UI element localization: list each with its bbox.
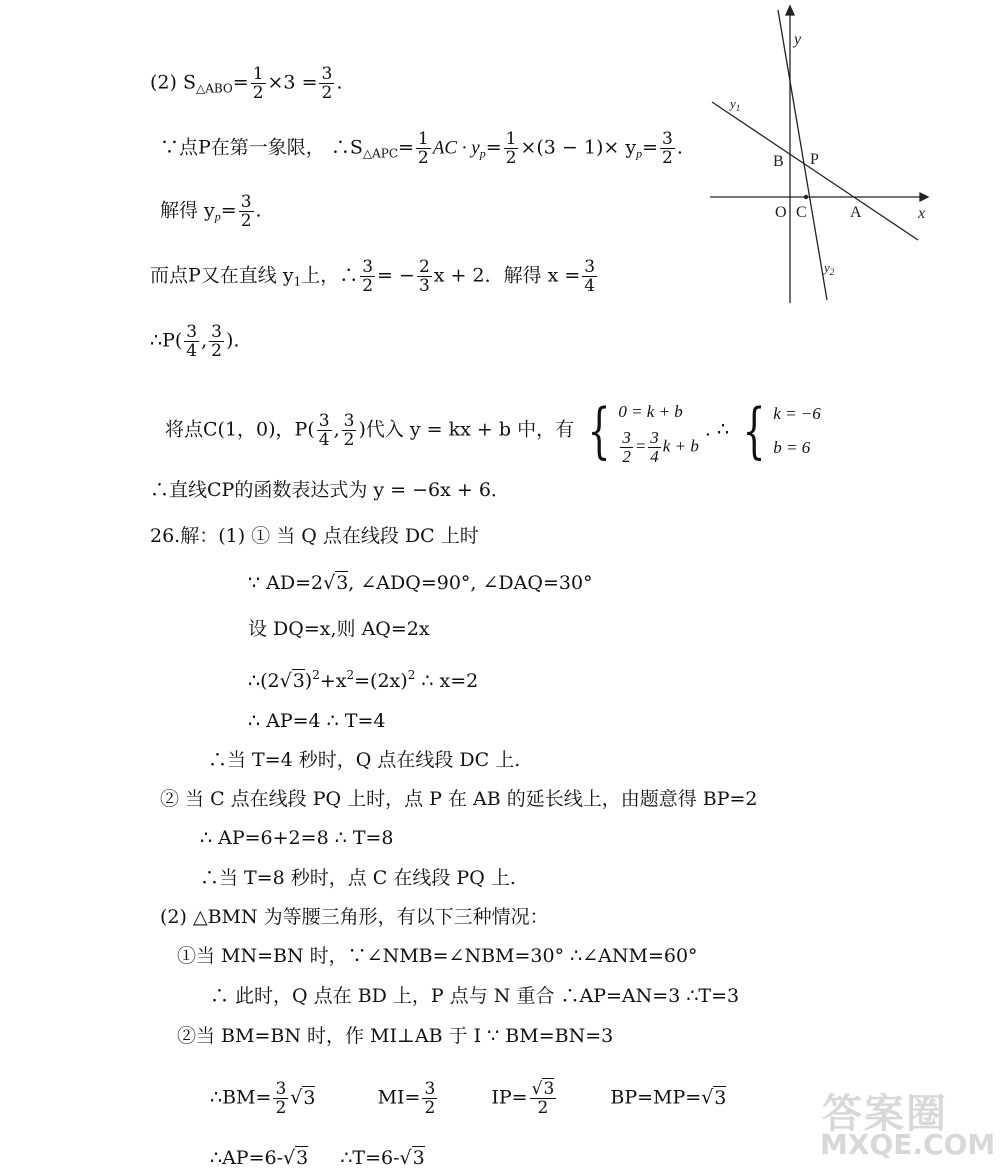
left-brace: { [742,395,766,466]
y1-label: $y_1$ [730,96,741,113]
line-cp: ∴直线CP的函数表达式为 y = −6x + 6． [150,479,510,501]
fraction: $\frac{√3}{2}$ [531,1079,555,1118]
q26-line-8: ∴当 T=8 秒时，点 C 在线段 PQ 上. [200,867,516,889]
coordinate-graph [700,0,940,310]
point-c-label: C [796,204,807,221]
fraction: $\frac{1}{2}$ [417,129,429,168]
q26-part2: (2) △BMN 为等腰三角形，有以下三种情况： [160,906,549,928]
p-on-y1-line: 而点P又在直线 $y_1$上，∴ $\frac{3}{2}$ = − $\frac{2}{3}$ x + 2．解得 x = $\frac{3}{4}$ [150,257,596,296]
substitute-line: 将点C(1，0)，P( $\frac{3}{4}$ , $\frac{3}{2}$ )代入 y = kx + b 中，有 { 0 = k + b $\frac{3}{2}$ = $\frac{3}{4}$ k + b . ∴ { k = −6 b = 6 [165,395,821,466]
q26-line-6: ② 当 C 点在线段 PQ 上时，点 P 在 AB 的延长线上，由题意得 BP=2 [160,788,758,810]
q26-case2: ②当 BM=BN 时，作 MI⊥AB 于 I ∵ BM=BN=3 [177,1025,614,1047]
q26-line-2: 设 DQ=x,则 AQ=2x [248,618,430,640]
fraction: $\frac{3}{2}$ [424,1079,436,1118]
q26-heading: 26.解：(1) ① 当 Q 点在线段 DC 上时 [150,525,479,547]
point-b-label: B [773,153,784,170]
fraction: $\frac{3}{4}$ [650,428,659,466]
area-abo-line: (2) $S_{\triangle ABO}=$ $\frac{1}{2}$ ×3 = $\frac{3}{2}$ . [150,64,343,103]
equation-system-1: 0 = k + b $\frac{3}{2}$ = $\frac{3}{4}$ k + b [618,402,699,466]
q26-case2b: ∴BM= $\frac{3}{2}$ √3 MI= $\frac{3}{2}$ IP= $\frac{√3}{2}$ BP=MP=√3 [210,1079,727,1118]
fraction: $\frac{1}{2}$ [252,64,264,103]
q26-line-1: ∵ AD=2√3, ∠ADQ=90°, ∠DAQ=30° [248,572,593,594]
fraction: $\frac{3}{4}$ [318,411,330,450]
q26-case1: ①当 MN=BN 时，∵∠NMB=∠NBM=30° ∴∠ANM=60° [177,945,698,967]
fraction: $\frac{3}{4}$ [584,257,596,296]
watermark-logo: 答案圈 [822,1091,948,1137]
q26-line-4: ∴ AP=4 ∴ T=4 [248,710,386,732]
solve-yp-line: 解得 $y_p=$ $\frac{3}{2}$ . [160,192,262,231]
point-a-label: A [850,204,862,221]
left-brace: { [587,395,611,466]
y-axis-label: y [794,31,802,48]
point-o-label: O [775,204,787,221]
y-axis-arrow [786,6,794,15]
fraction: $\frac{3}{2}$ [321,64,333,103]
watermark-url: MXQE.COM [820,1128,996,1161]
q26-case2c: ∴AP=6-√3 ∴T=6-√3 [210,1147,425,1169]
q26-case1b: ∴ 此时，Q 点在 BD 上，P 点与 N 重合 ∴AP=AN=3 ∴T=3 [210,985,740,1007]
fraction: $\frac{1}{2}$ [505,129,517,168]
fraction: $\frac{2}{3}$ [418,257,430,296]
fraction: $\frac{3}{2}$ [622,428,631,466]
p-coordinate-line: ∴P( $\frac{3}{4}$ , $\frac{3}{2}$ ). [150,322,240,361]
line-y1 [712,102,918,240]
q26-line-7: ∴ AP=6+2=8 ∴ T=8 [200,827,394,849]
fraction: $\frac{3}{2}$ [240,192,252,231]
equation-system-2: k = −6 b = 6 [773,403,821,457]
x-axis-arrow [920,193,928,201]
fraction: $\frac{3}{2}$ [211,322,222,361]
fraction: $\frac{3}{2}$ [662,129,673,168]
q26-line-5: ∴当 T=4 秒时，Q 点在线段 DC 上. [208,749,521,771]
line-y2 [778,10,827,300]
fraction: $\frac{3}{4}$ [186,322,198,361]
fraction: $\frac{3}{2}$ [343,411,355,450]
fraction: $\frac{3}{2}$ [275,1079,287,1118]
y2-label: $y_2$ [824,260,835,277]
q26-line-3: $\therefore(2√3)^2+x^2=(2x)^2$ ∴ x=2 [248,668,479,692]
fraction: $\frac{3}{2}$ [362,257,374,296]
point-p-label: P [810,151,819,168]
x-axis-label: x [918,205,926,222]
area-apc-line: ∵点P在第一象限， $\therefore S_{\triangle APC}=$ $\frac{1}{2}$ AC · $y_p=$ $\frac{1}{2}$ $\times(3 - 1)\times y_p=$ $\frac{3}{2}$ . [160,129,683,168]
point-c [804,195,808,199]
